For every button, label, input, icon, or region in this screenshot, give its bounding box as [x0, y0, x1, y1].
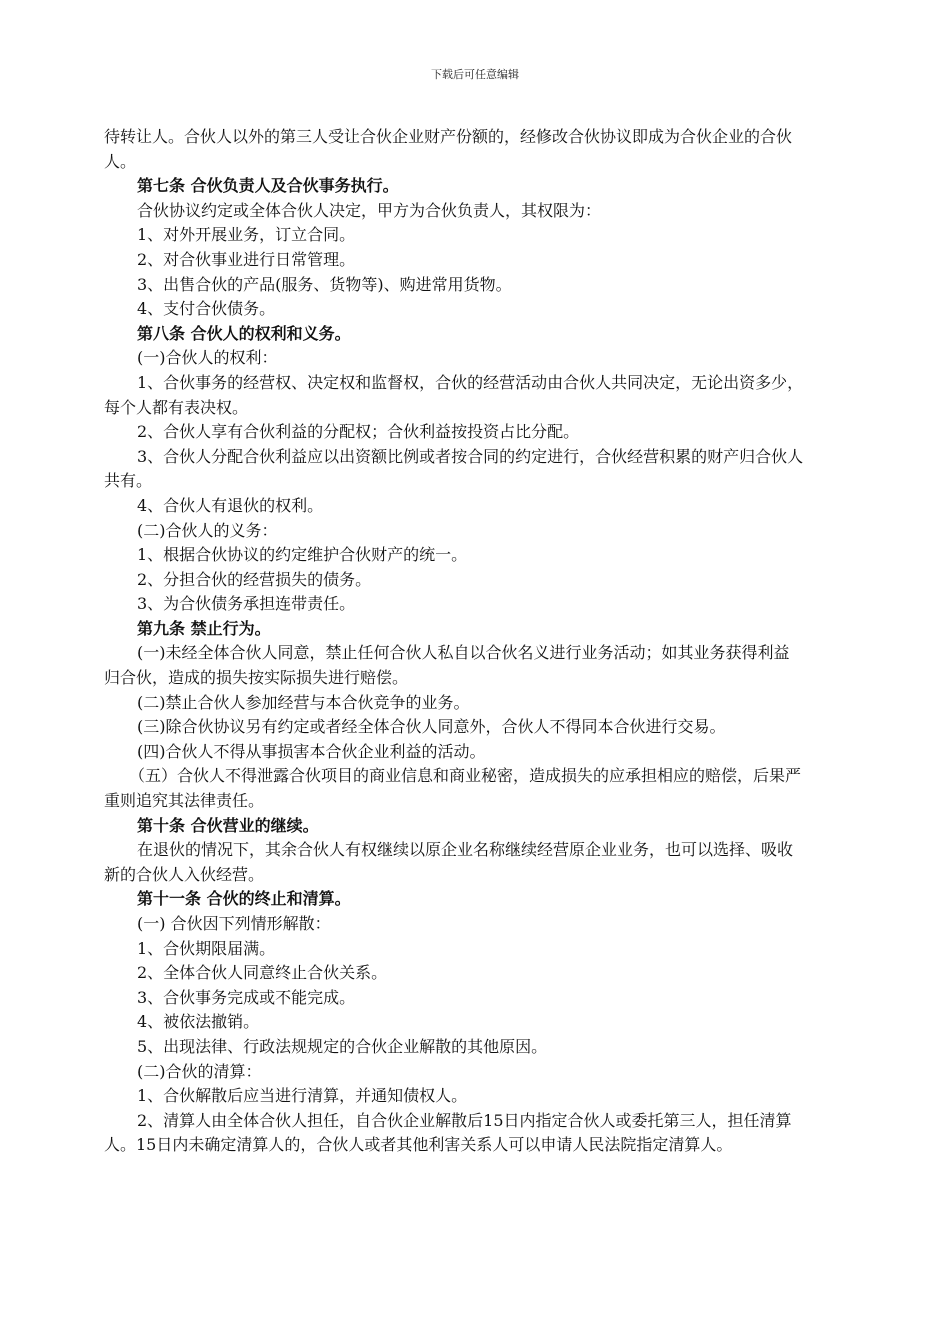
paragraph: (一)未经全体合伙人同意，禁止任何合伙人私自以合伙名义进行业务活动；如其业务获得利益归合伙，造成的损失按实际损失进行赔偿。 [104, 643, 790, 688]
paragraph: 2、对合伙事业进行日常管理。 [137, 249, 356, 269]
paragraph: 2、清算人由全体合伙人担任，自合伙企业解散后15日内指定合伙人或委托第三人，担任清算人。15日内未确定清算人的，合伙人或者其他利害关系人可以申请人民法院指定清算人。 [104, 1110, 792, 1155]
paragraph: 1、根据合伙协议的约定维护合伙财产的统一。 [137, 545, 468, 565]
section-heading: 第八条 合伙人的权利和义务。 [137, 323, 351, 343]
paragraph: 合伙协议约定或全体合伙人决定，甲方为合伙负责人，其权限为： [137, 200, 602, 220]
paragraph: (二)合伙人的义务： [137, 520, 278, 540]
section-heading: 第十条 合伙营业的继续。 [137, 815, 319, 835]
section-heading: 第七条 合伙负责人及合伙事务执行。 [137, 176, 399, 196]
paragraph: (一)合伙人的权利： [137, 348, 278, 368]
paragraph: 1、合伙解散后应当进行清算，并通知债权人。 [137, 1086, 468, 1106]
page-header-note: 下载后可任意编辑 [431, 68, 519, 81]
paragraph: （五）合伙人不得泄露合伙项目的商业信息和商业秘密，造成损失的应承担相应的赔偿，后果严重则追究其法律责任。 [104, 766, 802, 811]
paragraph: 4、支付合伙债务。 [137, 299, 276, 319]
paragraph: 待转让人。合伙人以外的第三人受让合伙企业财产份额的，经修改合伙协议即成为合伙企业的合伙人。 [104, 127, 793, 171]
paragraph: (二)禁止合伙人参加经营与本合伙竞争的业务。 [137, 692, 470, 712]
paragraph: 1、对外开展业务，订立合同。 [137, 225, 356, 245]
section-heading: 第十一条 合伙的终止和清算。 [137, 889, 351, 909]
paragraph: (一) 合伙因下列情形解散： [137, 914, 331, 933]
paragraph: 在退伙的情况下，其余合伙人有权继续以原企业名称继续经营原企业业务，也可以选择、吸收新的合伙人入伙经营。 [104, 840, 794, 884]
paragraph: 1、合伙事务的经营权、决定权和监督权，合伙的经营活动由合伙人共同决定，无论出资多少，每个人都有表决权。 [104, 372, 804, 417]
paragraph: 3、合伙事务完成或不能完成。 [137, 987, 356, 1007]
section-heading: 第九条 禁止行为。 [137, 618, 271, 638]
paragraph: 3、出售合伙的产品(服务、货物等)、购进常用货物。 [137, 274, 512, 294]
paragraph: 3、合伙人分配合伙利益应以出资额比例或者按合同的约定进行，合伙经营积累的财产归合伙人共有。 [104, 446, 804, 491]
paragraph: 4、被依法撤销。 [137, 1012, 260, 1032]
document-body [104, 125, 804, 1158]
paragraph: (三)除合伙协议另有约定或者经全体合伙人同意外，合伙人不得同本合伙进行交易。 [137, 717, 726, 737]
paragraph: 2、合伙人享有合伙利益的分配权；合伙利益按投资占比分配。 [137, 422, 580, 442]
paragraph: (四)合伙人不得从事损害本合伙企业利益的活动。 [137, 741, 486, 761]
paragraph: 5、出现法律、行政法规规定的合伙企业解散的其他原因。 [137, 1036, 548, 1056]
paragraph: 4、合伙人有退伙的权利。 [137, 495, 324, 515]
paragraph: 1、合伙期限届满。 [137, 938, 276, 958]
paragraph: (二)合伙的清算： [137, 1061, 262, 1081]
paragraph: 3、为合伙债务承担连带责任。 [137, 594, 356, 614]
paragraph: 2、全体合伙人同意终止合伙关系。 [137, 963, 388, 983]
paragraph: 2、分担合伙的经营损失的债务。 [137, 569, 372, 589]
